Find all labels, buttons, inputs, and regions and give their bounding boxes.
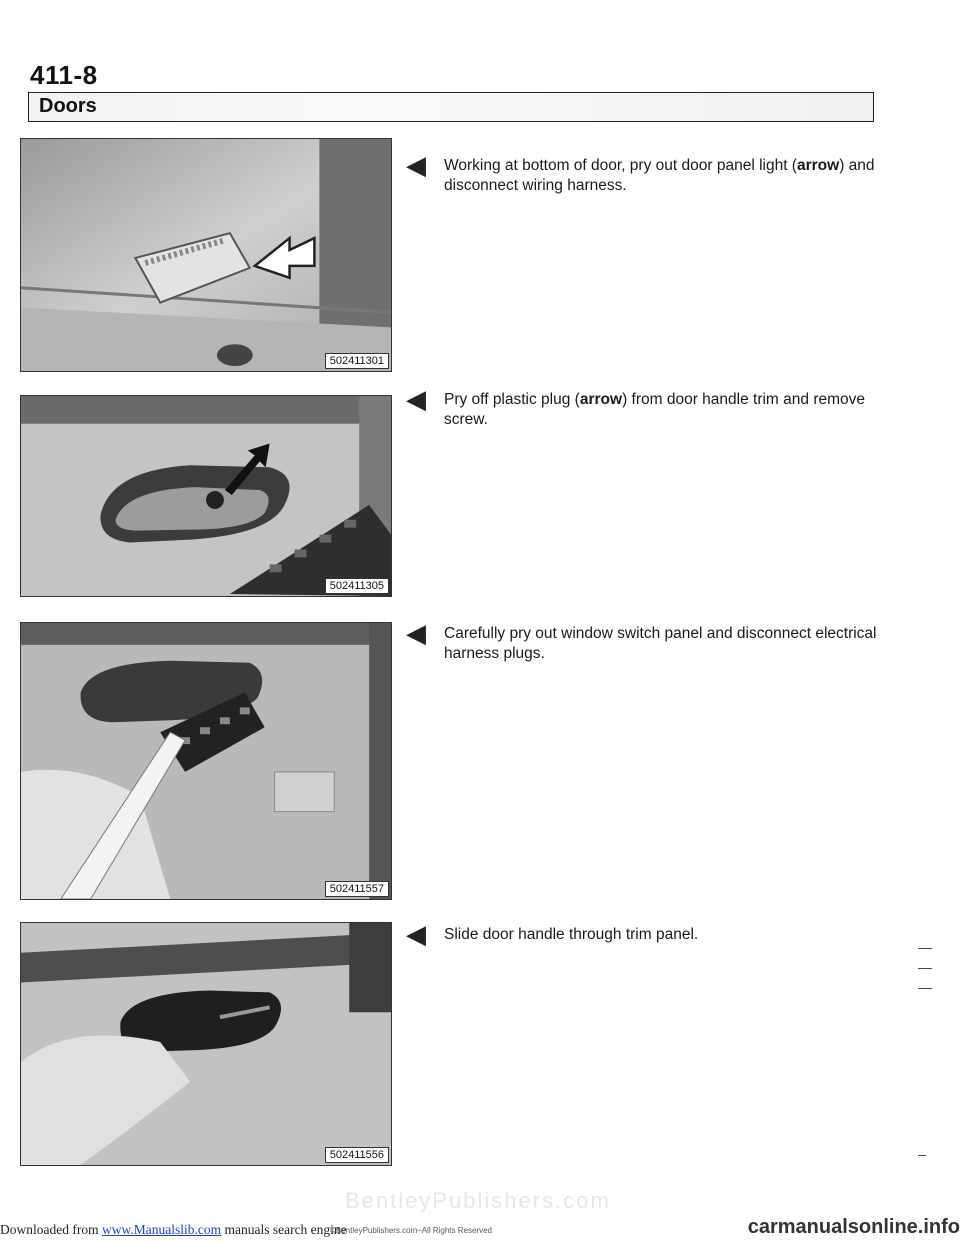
edge-mark <box>918 988 932 989</box>
step-text: Carefully pry out window switch panel and disconnect electrical harness plugs. <box>444 625 877 662</box>
step-text: Working at bottom of door, pry out door panel light (arrow) and disconnect wiring harness. <box>444 157 875 194</box>
step-2 <box>406 384 880 430</box>
photo-code: 502411305 <box>325 578 389 594</box>
photo-code: 502411301 <box>325 353 389 369</box>
photo-code: 502411556 <box>325 1147 389 1163</box>
section-title: Doors <box>39 95 97 117</box>
page-number: 411-8 <box>30 60 98 90</box>
watermark: BentleyPublishers.com <box>345 1188 611 1213</box>
photo-slide-door-handle <box>20 922 392 1166</box>
footer-copyright: ©BentleyPublishers.com–All Rights Reserved <box>330 1226 492 1235</box>
triangle-pointer-icon: ◀ <box>406 618 426 648</box>
edge-mark <box>918 948 932 949</box>
footer-download-note: Downloaded from www.Manualslib.com manuals search engine <box>0 1222 347 1237</box>
photo-door-panel-light <box>20 138 392 372</box>
edge-mark <box>918 1155 926 1156</box>
manualslib-link[interactable]: www.Manualslib.com <box>101 1222 222 1237</box>
triangle-pointer-icon: ◀ <box>406 919 426 949</box>
step-3 <box>406 618 880 664</box>
step-text: Pry off plastic plug (arrow) from door handle trim and remove screw. <box>444 391 865 428</box>
photo-code: 502411557 <box>325 881 389 897</box>
triangle-pointer-icon: ◀ <box>406 384 426 414</box>
section-header <box>28 92 874 122</box>
photo-window-switch-panel <box>20 622 392 900</box>
triangle-pointer-icon: ◀ <box>406 150 426 180</box>
photo-door-handle-plug <box>20 395 392 597</box>
step-4 <box>406 919 880 949</box>
edge-mark <box>918 968 932 969</box>
step-1 <box>406 150 880 196</box>
step-text: Slide door handle through trim panel. <box>444 926 699 943</box>
footer-brand[interactable]: carmanualsonline.info <box>747 1216 960 1238</box>
